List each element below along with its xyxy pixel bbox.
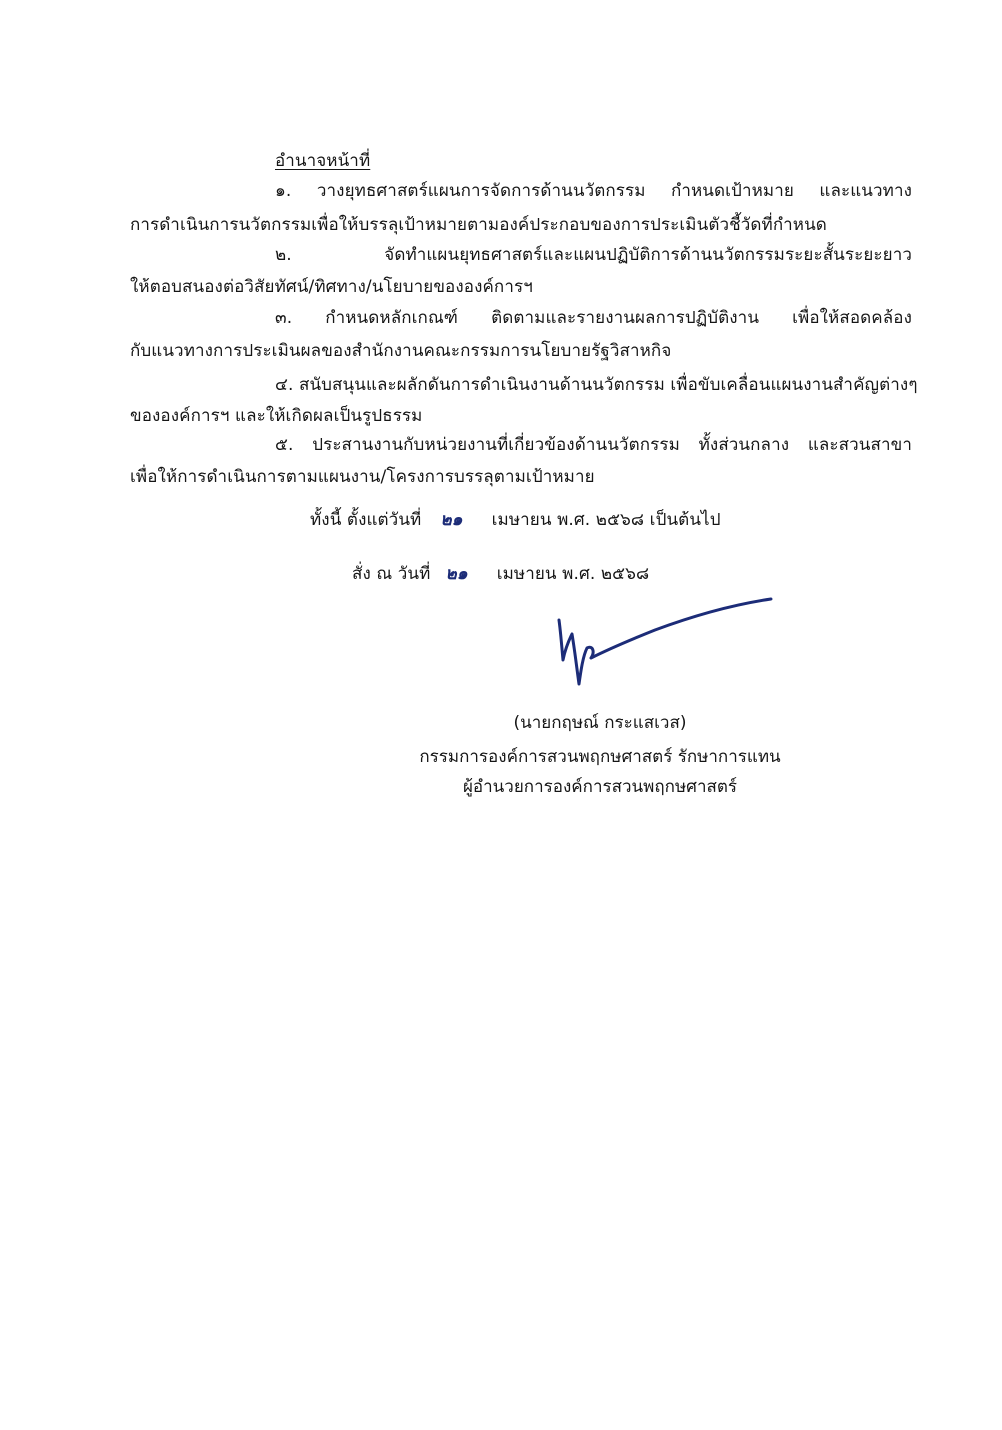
item-1-line-2: การดำเนินการนวัตกรรมเพื่อให้บรรลุเป้าหมายตามองค์ประกอบของการประเมินตัวชี้วัดที่กำหนด xyxy=(130,215,827,235)
item-5-line-2: เพื่อให้การดำเนินการตามแผนงาน/โครงการบรรลุตามเป้าหมาย xyxy=(130,467,595,487)
order-date-day-handwritten: ๒๑ xyxy=(445,564,468,584)
effective-date-prefix: ทั้งนี้ ตั้งแต่วันที่ xyxy=(310,510,422,530)
item-4-line-2: ขององค์การฯ และให้เกิดผลเป็นรูปธรรม xyxy=(130,406,423,426)
signatory-position-line-2: ผู้อำนวยการองค์การสวนพฤกษศาสตร์ xyxy=(462,777,738,797)
item-2-line-1: ๒. จัดทำแผนยุทธศาสตร์และแผนปฏิบัติการด้านนวัตกรรมระยะสั้นระยะยาว xyxy=(275,245,912,265)
handwritten-signature xyxy=(545,590,785,695)
signatory-name: (นายกฤษณ์ กระแสเวส) xyxy=(513,713,687,733)
order-date-suffix: เมษายน พ.ศ. ๒๕๖๘ xyxy=(496,564,650,584)
item-3-line-1: ๓. กำหนดหลักเกณฑ์ ติดตามและรายงานผลการปฏิบัติงาน เพื่อให้สอดคล้อง xyxy=(275,308,912,328)
effective-date-line xyxy=(310,509,721,531)
section-heading: อำนาจหน้าที่ xyxy=(275,151,371,171)
order-date-line xyxy=(352,563,649,585)
signatory-position-line-1: กรรมการองค์การสวนพฤกษศาสตร์ รักษาการแทน xyxy=(419,747,781,767)
effective-date-suffix: เมษายน พ.ศ. ๒๕๖๘ เป็นต้นไป xyxy=(491,510,721,530)
item-2-line-2: ให้ตอบสนองต่อวิสัยทัศน์/ทิศทาง/นโยบายขององค์การฯ xyxy=(130,277,533,297)
item-4-line-1: ๔. สนับสนุนและผลักดันการดำเนินงานด้านนวัตกรรม เพื่อขับเคลื่อนแผนงานสำคัญต่างๆ xyxy=(275,375,918,395)
order-date-prefix: สั่ง ณ วันที่ xyxy=(352,564,431,584)
item-3-line-2: กับแนวทางการประเมินผลของสำนักงานคณะกรรมการนโยบายรัฐวิสาหกิจ xyxy=(130,341,672,361)
effective-date-day-handwritten: ๒๑ xyxy=(440,510,463,530)
item-1-line-1: ๑. วางยุทธศาสตร์แผนการจัดการด้านนวัตกรรม กำหนดเป้าหมาย และแนวทาง xyxy=(275,181,912,201)
item-5-line-1: ๕. ประสานงานกับหน่วยงานที่เกี่ยวข้องด้านนวัตกรรม ทั้งส่วนกลาง และสวนสาขา xyxy=(275,435,912,455)
